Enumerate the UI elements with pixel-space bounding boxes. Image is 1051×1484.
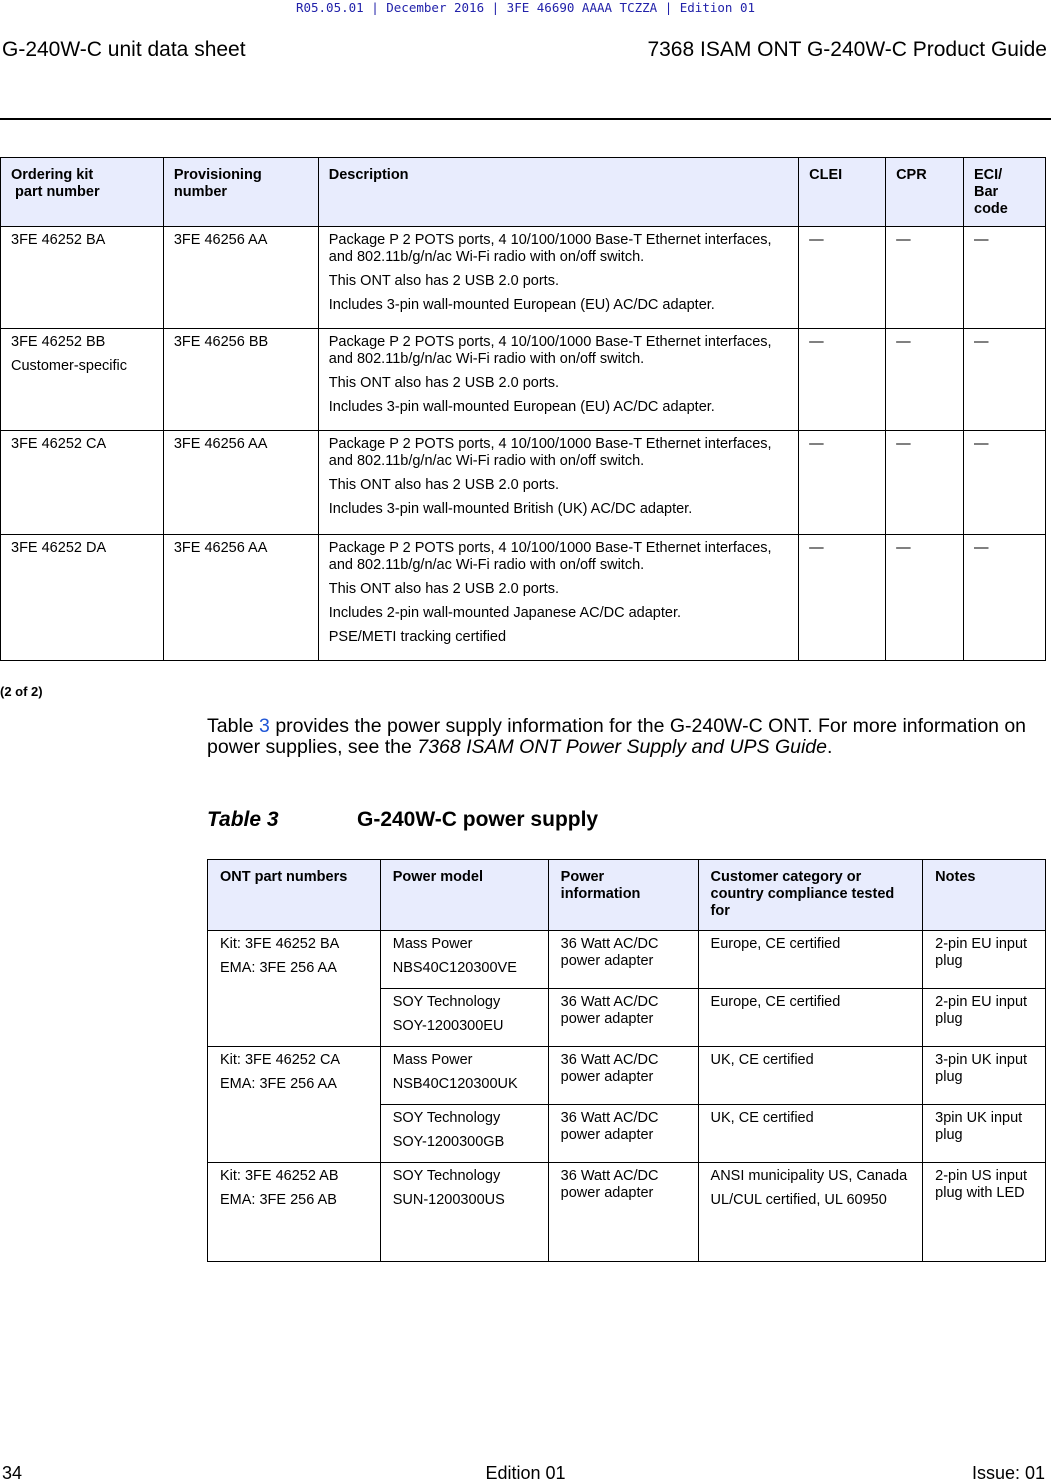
guide-reference: 7368 ISAM ONT Power Supply and UPS Guide xyxy=(417,736,827,758)
power-info-cell: 36 Watt AC/DC power adapter xyxy=(548,1105,698,1163)
col-header-category: Customer category or country compliance tested for xyxy=(698,860,923,931)
ont-parts-cell: Kit: 3FE 46252 AB EMA: 3FE 256 AB xyxy=(208,1163,381,1262)
col-header-cpr: CPR xyxy=(886,158,964,227)
table-header-row xyxy=(1,158,1046,227)
table-continuation: (2 of 2) xyxy=(0,684,43,699)
notes-cell: 3-pin UK input plug xyxy=(923,1047,1046,1105)
page-number: 34 xyxy=(2,1463,23,1483)
table-row xyxy=(1,227,1046,329)
table-row xyxy=(208,1163,1046,1262)
col-header-provisioning: Provisioning number xyxy=(163,158,318,227)
footer-issue: Issue: 01 xyxy=(971,1463,1045,1483)
description-cell: Package P 2 POTS ports, 4 10/100/1000 Base-T Ethernet interfaces, and 802.11b/g/n/ac Wi-Fi radio with on/off switch. This ONT also has 2 USB 2.0 ports. Includes 3-pin wall-mounted British (UK) AC/DC adapter. xyxy=(318,431,798,535)
col-header-power-info: Power information xyxy=(548,860,698,931)
table-header-row xyxy=(208,860,1046,931)
kit-cell: 3FE 46252 DA xyxy=(1,535,164,661)
col-header-kit: Ordering kit part number xyxy=(1,158,164,227)
table-caption-number: Table 3 xyxy=(207,808,279,831)
notes-cell: 2-pin EU input plug xyxy=(923,931,1046,989)
power-info-cell: 36 Watt AC/DC power adapter xyxy=(548,931,698,989)
cpr-cell: — xyxy=(886,227,964,329)
power-supply-table xyxy=(207,859,1046,1262)
header-section-title: G-240W-C unit data sheet xyxy=(2,38,246,61)
col-header-ont-parts: ONT part numbers xyxy=(208,860,381,931)
category-cell: UK, CE certified xyxy=(698,1105,923,1163)
power-info-cell: 36 Watt AC/DC power adapter xyxy=(548,989,698,1047)
header-rule xyxy=(0,118,1051,120)
col-header-clei: CLEI xyxy=(799,158,886,227)
table-row xyxy=(208,931,1046,989)
col-header-notes: Notes xyxy=(923,860,1046,931)
power-info-cell: 36 Watt AC/DC power adapter xyxy=(548,1047,698,1105)
eci-cell: — xyxy=(964,329,1046,431)
power-info-cell: 36 Watt AC/DC power adapter xyxy=(548,1163,698,1262)
description-cell: Package P 2 POTS ports, 4 10/100/1000 Base-T Ethernet interfaces, and 802.11b/g/n/ac Wi-Fi radio with on/off switch. This ONT also has 2 USB 2.0 ports. Includes 2-pin wall-mounted Japanese AC/DC adapter. PSE/METI tracking certified xyxy=(318,535,798,661)
clei-cell: — xyxy=(799,227,886,329)
notes-cell: 2-pin EU input plug xyxy=(923,989,1046,1047)
description-cell: Package P 2 POTS ports, 4 10/100/1000 Base-T Ethernet interfaces, and 802.11b/g/n/ac Wi-Fi radio with on/off switch. This ONT also has 2 USB 2.0 ports. Includes 3-pin wall-mounted European (EU) AC/DC adapter. xyxy=(318,329,798,431)
col-header-power-model: Power model xyxy=(380,860,548,931)
table-caption xyxy=(207,808,598,832)
power-model-cell: SOY Technology SOY-1200300EU xyxy=(380,989,548,1047)
table-3-link[interactable]: 3 xyxy=(259,715,270,737)
intro-paragraph: Table 3 provides the power supply information for the G-240W-C ONT. For more information on power supplies, see the 7368 ISAM ONT Power Supply and UPS Guide. xyxy=(207,715,1027,758)
power-model-cell: Mass Power NSB40C120300UK xyxy=(380,1047,548,1105)
description-cell: Package P 2 POTS ports, 4 10/100/1000 Base-T Ethernet interfaces, and 802.11b/g/n/ac Wi-Fi radio with on/off switch. This ONT also has 2 USB 2.0 ports. Includes 3-pin wall-mounted European (EU) AC/DC adapter. xyxy=(318,227,798,329)
category-cell: ANSI municipality US, Canada UL/CUL certified, UL 60950 xyxy=(698,1163,923,1262)
category-cell: UK, CE certified xyxy=(698,1047,923,1105)
provisioning-cell: 3FE 46256 AA xyxy=(163,431,318,535)
revision-banner: R05.05.01 | December 2016 | 3FE 46690 AAAA TCZZA | Edition 01 xyxy=(295,0,756,15)
clei-cell: — xyxy=(799,431,886,535)
provisioning-cell: 3FE 46256 AA xyxy=(163,535,318,661)
eci-cell: — xyxy=(964,227,1046,329)
provisioning-cell: 3FE 46256 AA xyxy=(163,227,318,329)
table-row xyxy=(1,431,1046,535)
table-caption-title: G-240W-C power supply xyxy=(357,808,599,831)
cpr-cell: — xyxy=(886,329,964,431)
col-header-eci: ECI/ Bar code xyxy=(964,158,1046,227)
notes-cell: 2-pin US input plug with LED xyxy=(923,1163,1046,1262)
notes-cell: 3pin UK input plug xyxy=(923,1105,1046,1163)
power-model-cell: Mass Power NBS40C120300VE xyxy=(380,931,548,989)
col-header-description: Description xyxy=(318,158,798,227)
kit-cell: 3FE 46252 BA xyxy=(1,227,164,329)
clei-cell: — xyxy=(799,535,886,661)
category-cell: Europe, CE certified xyxy=(698,931,923,989)
power-model-cell: SOY Technology SUN-1200300US xyxy=(380,1163,548,1262)
header-guide-title: 7368 ISAM ONT G-240W-C Product Guide xyxy=(647,38,1047,61)
table-row xyxy=(1,535,1046,661)
provisioning-cell: 3FE 46256 BB xyxy=(163,329,318,431)
footer-edition: Edition 01 xyxy=(485,1463,566,1483)
clei-cell: — xyxy=(799,329,886,431)
ont-parts-cell: Kit: 3FE 46252 CA EMA: 3FE 256 AA xyxy=(208,1047,381,1163)
kit-cell: 3FE 46252 CA xyxy=(1,431,164,535)
eci-cell: — xyxy=(964,535,1046,661)
ordering-kit-table xyxy=(0,157,1046,661)
category-cell: Europe, CE certified xyxy=(698,989,923,1047)
eci-cell: — xyxy=(964,431,1046,535)
kit-cell: 3FE 46252 BB Customer-specific xyxy=(1,329,164,431)
ont-parts-cell: Kit: 3FE 46252 BA EMA: 3FE 256 AA xyxy=(208,931,381,1047)
cpr-cell: — xyxy=(886,535,964,661)
cpr-cell: — xyxy=(886,431,964,535)
table-row xyxy=(1,329,1046,431)
table-row xyxy=(208,1047,1046,1105)
power-model-cell: SOY Technology SOY-1200300GB xyxy=(380,1105,548,1163)
